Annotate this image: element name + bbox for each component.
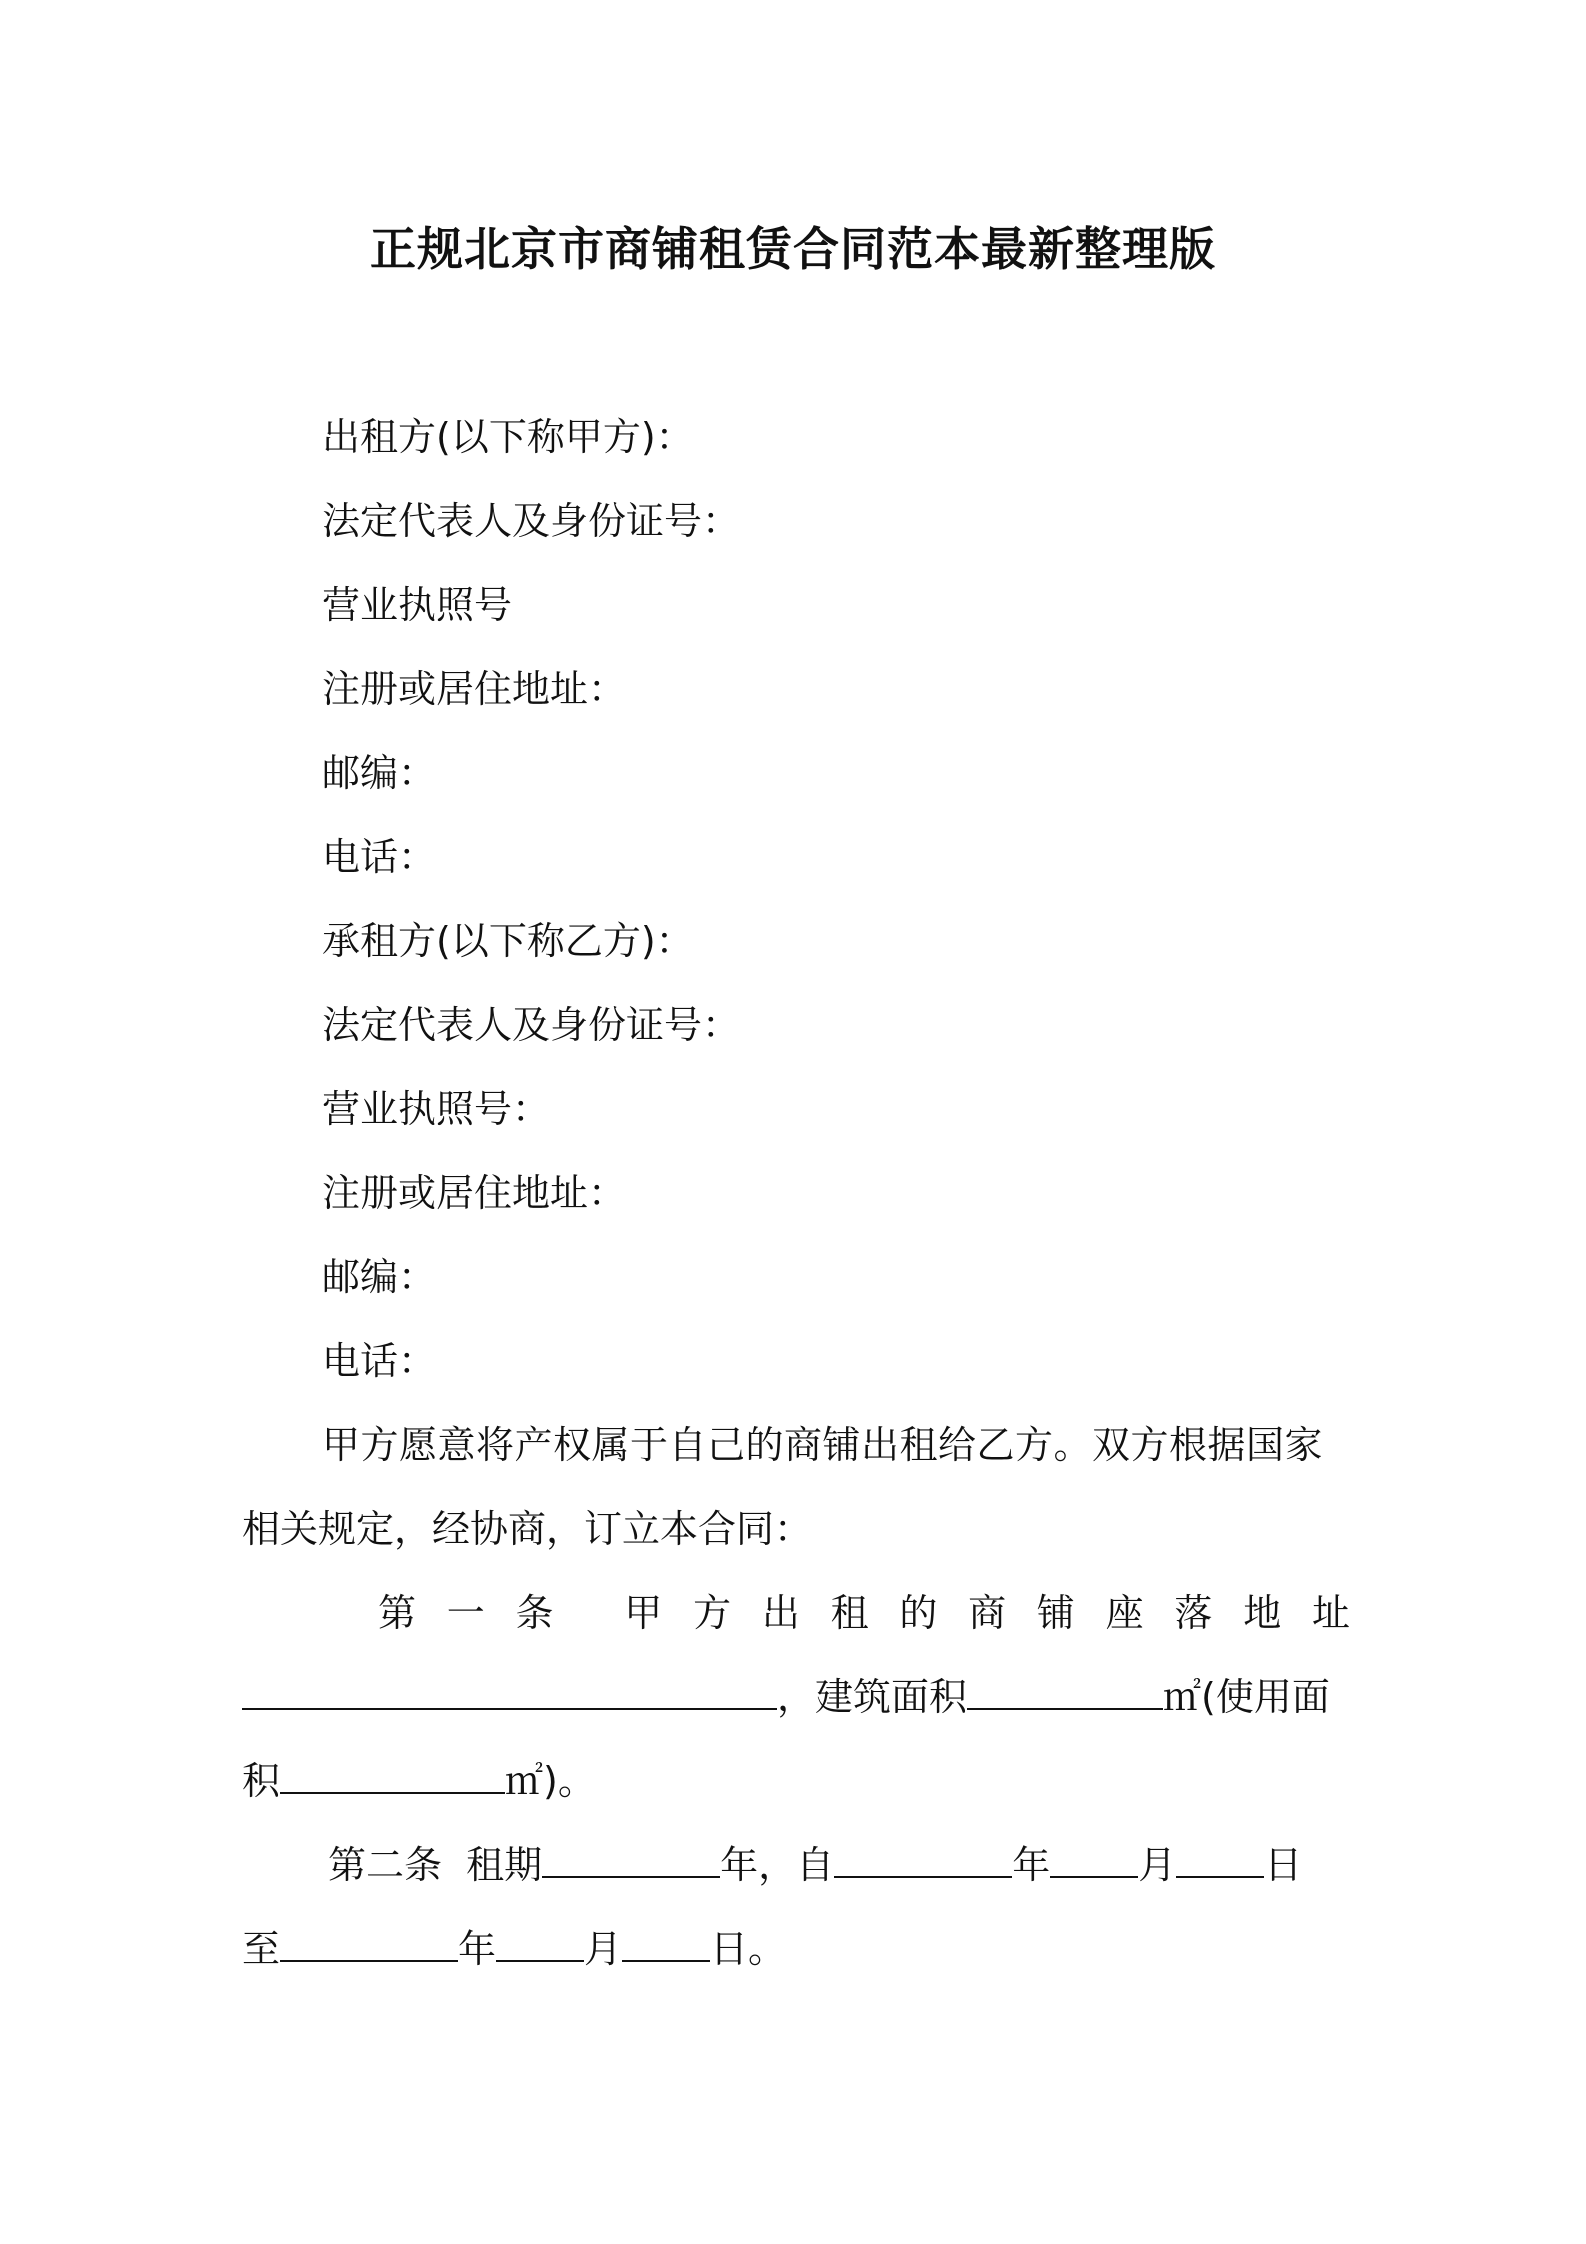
article-1-char: 第	[378, 1591, 417, 1635]
year-from-label: 年，自	[720, 1843, 835, 1887]
article-1-char: 座	[1105, 1591, 1144, 1635]
use-area-label-2: 积	[242, 1759, 281, 1803]
article-1-char: 一	[446, 1591, 485, 1635]
article-1-char: 落	[1174, 1591, 1213, 1635]
article-1-char: 地	[1243, 1591, 1282, 1635]
lessor-license: 营业执照号	[322, 583, 513, 627]
article-1-char: 条	[515, 1591, 554, 1635]
end-year-label: 年	[458, 1927, 497, 1971]
article-1-char: 出	[761, 1591, 800, 1635]
article-1-char: 址	[1311, 1591, 1350, 1635]
area-label: ，建筑面积	[777, 1675, 968, 1719]
area-blank[interactable]	[967, 1674, 1163, 1710]
article-1-line-3	[242, 1756, 596, 1806]
lessor-address: 注册或居住地址：	[322, 667, 627, 711]
article-1-char: 甲	[624, 1591, 663, 1635]
use-area-blank[interactable]	[280, 1758, 505, 1794]
end-year-blank[interactable]	[280, 1926, 458, 1962]
term-years-blank[interactable]	[542, 1842, 720, 1878]
article-2-line-1	[328, 1840, 1302, 1890]
article-1-line-2	[242, 1672, 1330, 1722]
use-area-unit: ㎡)。	[505, 1759, 596, 1803]
to-label: 至	[242, 1927, 281, 1971]
document-title: 正规北京市商铺租赁合同范本最新整理版	[370, 222, 1216, 276]
start-day-blank[interactable]	[1176, 1842, 1264, 1878]
start-year-label: 年	[1012, 1843, 1051, 1887]
end-month-blank[interactable]	[496, 1926, 584, 1962]
article-1-char: 方	[693, 1591, 732, 1635]
lessor-phone: 电话：	[322, 835, 437, 879]
article-1-char: 铺	[1036, 1591, 1075, 1635]
lessee-heading: 承租方(以下称乙方)：	[322, 919, 694, 963]
article-1-heading	[378, 1588, 1350, 1638]
article-1-char: 的	[899, 1591, 938, 1635]
end-day-label: 日。	[710, 1927, 787, 1971]
end-day-blank[interactable]	[622, 1926, 710, 1962]
address-blank[interactable]	[242, 1674, 777, 1710]
lessee-legal-rep: 法定代表人及身份证号：	[322, 1003, 741, 1047]
article-2-line-2	[242, 1924, 786, 1974]
intro-line-1: 甲方愿意将产权属于自己的商铺出租给乙方。双方根据国家	[322, 1423, 1324, 1467]
intro-line-2: 相关规定，经协商，订立本合同：	[242, 1507, 813, 1551]
lessee-address: 注册或居住地址：	[322, 1171, 627, 1215]
start-year-blank[interactable]	[834, 1842, 1012, 1878]
article-1-char: 商	[968, 1591, 1007, 1635]
article-2-prefix: 第二条 租期	[328, 1843, 543, 1887]
start-day-label: 日	[1264, 1843, 1303, 1887]
start-month-label: 月	[1138, 1843, 1177, 1887]
lessor-legal-rep: 法定代表人及身份证号：	[322, 499, 741, 543]
end-month-label: 月	[584, 1927, 623, 1971]
lessor-postcode: 邮编：	[322, 751, 437, 795]
start-month-blank[interactable]	[1050, 1842, 1138, 1878]
article-1-char: 租	[830, 1591, 869, 1635]
lessee-phone: 电话：	[322, 1339, 437, 1383]
use-area-label: ㎡(使用面	[1163, 1675, 1330, 1719]
lessee-license: 营业执照号：	[322, 1087, 551, 1131]
lessee-postcode: 邮编：	[322, 1255, 437, 1299]
lessor-heading: 出租方(以下称甲方)：	[322, 415, 694, 459]
